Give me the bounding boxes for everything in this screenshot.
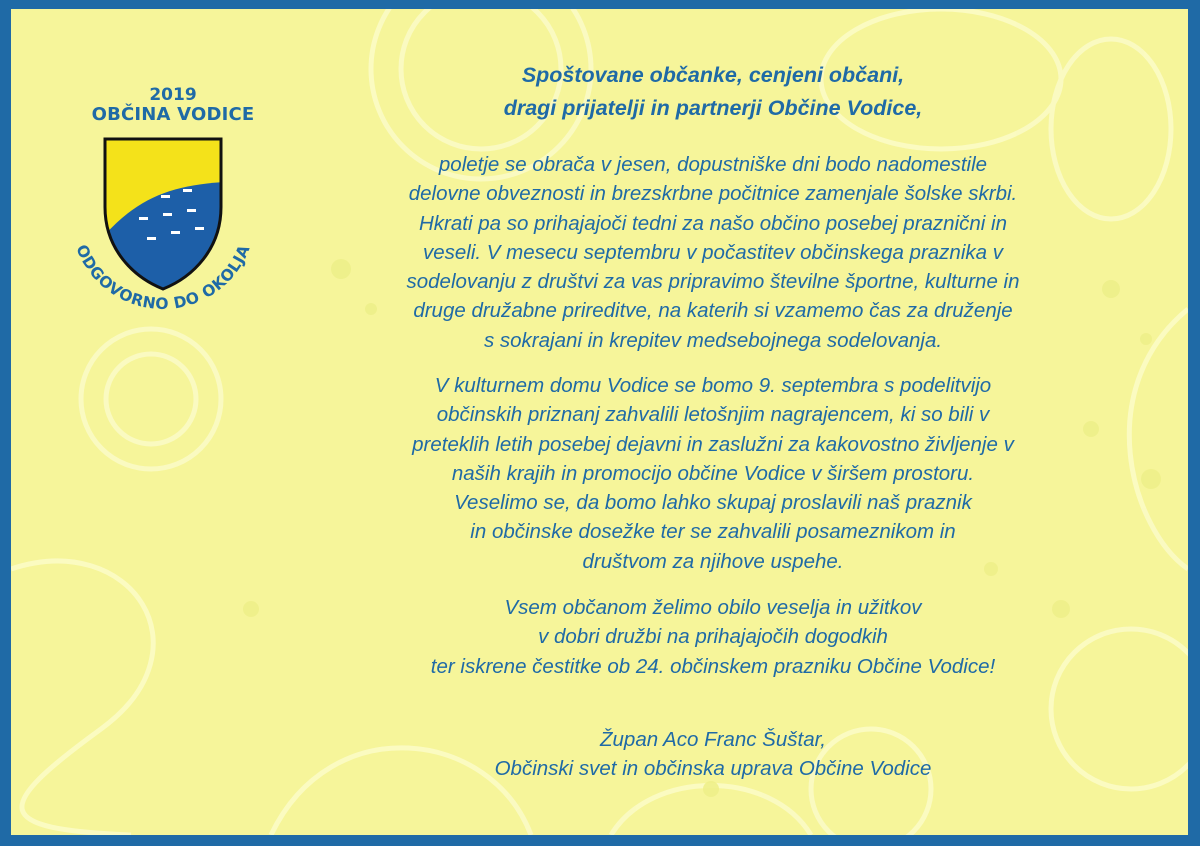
text-line: ter iskrene čestitke ob 24. občinskem prazniku Občine Vodice! [430, 654, 996, 678]
text-line: delovne obveznosti in brezskrbne počitnice zamenjale šolske skrbi. [408, 182, 1018, 206]
text-line: poletje se obrača v jesen, dopustniške dni bodo nadomestile [438, 153, 988, 176]
greeting-line: Spoštovane občanke, cenjeni občani, [521, 63, 905, 87]
text-line: preteklih letih posebej dejavni in zaslužni za kakovostno življenje v [412, 432, 1014, 456]
paragraph-awards [303, 371, 1123, 576]
municipality-logo [63, 77, 283, 317]
greeting-card [11, 9, 1188, 835]
text-line: občinskih priznanj zahvalili letošnjim nagrajencem, ki so bili v [436, 403, 990, 427]
text-line: veseli. V mesecu septembru v počastitev občinskega praznika v [423, 240, 1003, 264]
text-line: in občinske dosežke ter se zahvalili posameznikom in [470, 520, 956, 544]
text-line: sodelovanju z društvi za vas pripravimo številne športne, kulturne in [406, 270, 1020, 294]
text-line: Veselimo se, da bomo lahko skupaj proslavili naš praznik [454, 491, 972, 515]
text-line: v dobri družbi na prihajajočih dogodkih [538, 625, 888, 649]
text-line: Vsem občanom želimo obilo veselja in užitkov [504, 596, 922, 619]
text-line: naših krajih in promocijo občine Vodice v širšem prostoru. [451, 461, 975, 485]
signature-line: Občinski svet in občinska uprava Občine Vodice [494, 757, 932, 781]
signature-line: Župan Aco Franc Šuštar, [600, 728, 826, 751]
text-line: druge družabne prireditve, na katerih si vzamemo čas za druženje [413, 299, 1013, 323]
text-line: društvom za njihove uspehe. [582, 549, 844, 573]
logo-municipality-name: OBČINA VODICE [91, 104, 255, 125]
signature [303, 725, 1123, 784]
paragraph-autumn [303, 150, 1123, 355]
text-line: s sokrajani in krepitev medsebojnega sodelovanja. [483, 328, 943, 352]
slogan: ODGOVORNO DO OKOLJA [72, 242, 254, 314]
greeting [303, 59, 1123, 125]
paragraph-wishes [303, 593, 1123, 681]
greeting-line: dragi prijatelji in partnerji Občine Vodice, [503, 96, 923, 120]
text-line: Hkrati pa so prihajajoči tedni za našo občino posebej praznični in [418, 211, 1007, 235]
text-line: V kulturnem domu Vodice se bomo 9. septembra s podelitvijo [434, 374, 992, 397]
logo-year: 2019 [149, 85, 197, 105]
